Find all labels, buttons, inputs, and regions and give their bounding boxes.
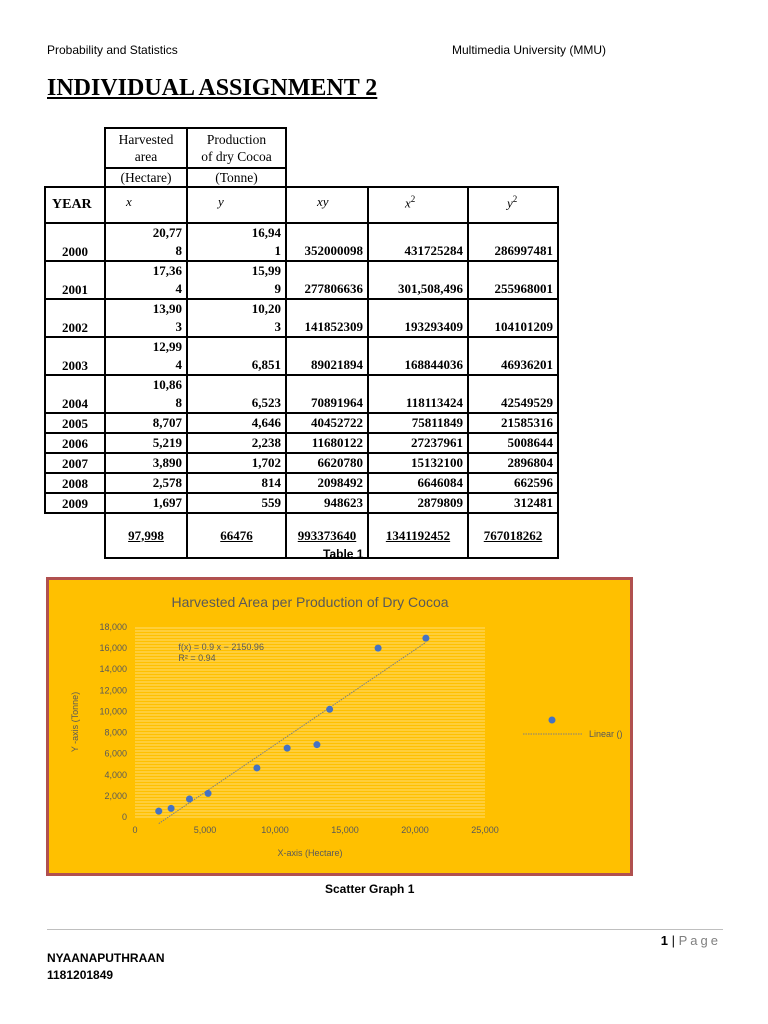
cell-y2: 255968001	[468, 261, 558, 299]
cell-y2: 286997481	[468, 223, 558, 261]
table-row	[45, 493, 648, 513]
cell-y2: 42549529	[468, 375, 558, 413]
cell-x: 3,890	[105, 453, 187, 473]
cell-x: 20,77 8	[105, 223, 187, 261]
header-harvested-area: Harvested area	[105, 128, 187, 168]
cell-year: 2008	[45, 473, 105, 493]
cell-xy: 352000098	[286, 223, 368, 261]
author-info	[47, 950, 165, 984]
chart-svg	[49, 580, 630, 873]
table-body	[45, 223, 648, 513]
cell-x2: 27237961	[368, 433, 468, 453]
chart-title: Harvested Area per Production of Dry Cocoa	[171, 594, 449, 610]
legend-linear-label: Linear ()	[589, 729, 623, 739]
cell-x2: 118113424	[368, 375, 468, 413]
y-tick-label: 10,000	[99, 706, 127, 717]
header-year: YEAR	[45, 187, 105, 223]
y-tick-label: 16,000	[99, 643, 127, 654]
table-row	[45, 433, 648, 453]
cell-x2: 168844036	[368, 337, 468, 375]
table-row	[45, 413, 648, 433]
table-row	[45, 473, 648, 493]
x-axis-label: X-axis (Hectare)	[277, 848, 343, 858]
total-y: 66476	[187, 513, 286, 558]
page-number: 1 | Page	[660, 933, 721, 948]
header-xy: xy	[286, 187, 368, 223]
cell-xy: 2098492	[286, 473, 368, 493]
y-tick-label: 0	[121, 812, 127, 822]
cell-x2: 6646084	[368, 473, 468, 493]
y-tick-label: 2,000	[104, 790, 127, 801]
header-unit-tonne: (Tonne)	[187, 168, 286, 187]
data-point	[253, 764, 260, 771]
cell-y: 10,20 3	[187, 299, 286, 337]
cell-xy: 277806636	[286, 261, 368, 299]
cell-year: 2004	[45, 375, 105, 413]
cell-x2: 2879809	[368, 493, 468, 513]
header-x-squared: $x^2$	[368, 187, 468, 223]
x-tick-label: 10,000	[261, 825, 289, 835]
cell-x: 2,578	[105, 473, 187, 493]
data-point	[205, 790, 212, 797]
cell-y2: 312481	[468, 493, 558, 513]
total-y-squared: 767018262	[468, 513, 558, 558]
cell-x: 13,90 3	[105, 299, 187, 337]
table-row	[45, 453, 648, 473]
total-x: 97,998	[105, 513, 187, 558]
y-tick-label: 4,000	[104, 769, 127, 780]
trendline-equation: f(x) = 0.9 x − 2150.96	[178, 642, 264, 653]
table-row	[45, 261, 648, 299]
cell-x: 5,219	[105, 433, 187, 453]
cell-y: 814	[187, 473, 286, 493]
cell-y: 4,646	[187, 413, 286, 433]
cell-y: 1,702	[187, 453, 286, 473]
header-course: Probability and Statistics	[47, 43, 178, 57]
author-id: 1181201849	[47, 968, 114, 982]
cell-x2: 15132100	[368, 453, 468, 473]
cell-x: 17,36 4	[105, 261, 187, 299]
data-point	[155, 808, 162, 815]
data-point	[313, 741, 320, 748]
x-tick-label: 25,000	[471, 825, 499, 835]
footer-divider	[47, 929, 723, 930]
cell-y2: 46936201	[468, 337, 558, 375]
chart-caption: Scatter Graph 1	[325, 882, 415, 896]
y-tick-label: 6,000	[104, 748, 127, 759]
cell-x2: 193293409	[368, 299, 468, 337]
x-tick-label: 0	[132, 825, 138, 835]
cell-year: 2003	[45, 337, 105, 375]
x-tick-label: 15,000	[331, 825, 359, 835]
cell-y2: 5008644	[468, 433, 558, 453]
header-y-squared: $y^2$	[468, 187, 558, 223]
page-title: INDIVIDUAL ASSIGNMENT 2	[47, 75, 378, 101]
cell-y: 6,523	[187, 375, 286, 413]
y-tick-label: 8,000	[104, 727, 127, 738]
y-tick-label: 18,000	[99, 622, 127, 632]
scatter-chart	[46, 577, 633, 876]
author-name: NYAANAPUTHRAAN	[47, 951, 165, 965]
cell-year: 2001	[45, 261, 105, 299]
table-row	[45, 299, 648, 337]
y-tick-label: 12,000	[99, 685, 127, 696]
cell-y: 6,851	[187, 337, 286, 375]
cell-y2: 2896804	[468, 453, 558, 473]
table-row	[45, 223, 648, 261]
data-table	[44, 127, 649, 559]
cell-x: 1,697	[105, 493, 187, 513]
trendline-r2: R² = 0.94	[178, 652, 216, 663]
x-tick-label: 20,000	[401, 825, 429, 835]
header-production: Production of dry Cocoa	[187, 128, 286, 168]
cell-y2: 662596	[468, 473, 558, 493]
cell-y: 559	[187, 493, 286, 513]
cell-year: 2007	[45, 453, 105, 473]
table-row	[45, 337, 648, 375]
x-tick-label: 5,000	[193, 825, 217, 835]
cell-xy: 948623	[286, 493, 368, 513]
cell-y: 2,238	[187, 433, 286, 453]
cell-xy: 70891964	[286, 375, 368, 413]
header-university: Multimedia University (MMU)	[452, 43, 607, 57]
cell-y: 16,94 1	[187, 223, 286, 261]
cell-year: 2009	[45, 493, 105, 513]
cell-x: 12,99 4	[105, 337, 187, 375]
data-point	[422, 635, 429, 642]
cell-year: 2002	[45, 299, 105, 337]
cell-x2: 301,508,496	[368, 261, 468, 299]
cell-xy: 6620780	[286, 453, 368, 473]
header-unit-hectare: (Hectare)	[105, 168, 187, 187]
total-xy: 993373640	[286, 513, 368, 558]
legend-marker	[549, 717, 556, 724]
cell-y: 15,99 9	[187, 261, 286, 299]
cell-x: 10,86 8	[105, 375, 187, 413]
cell-year: 2006	[45, 433, 105, 453]
data-point	[375, 645, 382, 652]
cell-year: 2000	[45, 223, 105, 261]
table-caption: Table 1	[323, 547, 364, 561]
data-point	[326, 706, 333, 713]
cell-x2: 75811849	[368, 413, 468, 433]
cell-xy: 40452722	[286, 413, 368, 433]
cell-y2: 21585316	[468, 413, 558, 433]
table-row	[45, 375, 648, 413]
y-axis-label: Y -axis (Tonne)	[70, 691, 80, 753]
y-tick-label: 14,000	[99, 664, 127, 675]
data-point	[168, 805, 175, 812]
cell-xy: 11680122	[286, 433, 368, 453]
data-point	[186, 796, 193, 803]
data-point	[284, 745, 291, 752]
cell-x: 8,707	[105, 413, 187, 433]
header-y: y	[187, 187, 286, 223]
cell-y2: 104101209	[468, 299, 558, 337]
cell-xy: 141852309	[286, 299, 368, 337]
header-x: x	[105, 187, 187, 223]
cell-year: 2005	[45, 413, 105, 433]
cell-xy: 89021894	[286, 337, 368, 375]
total-x-squared: 1341192452	[368, 513, 468, 558]
cell-x2: 431725284	[368, 223, 468, 261]
